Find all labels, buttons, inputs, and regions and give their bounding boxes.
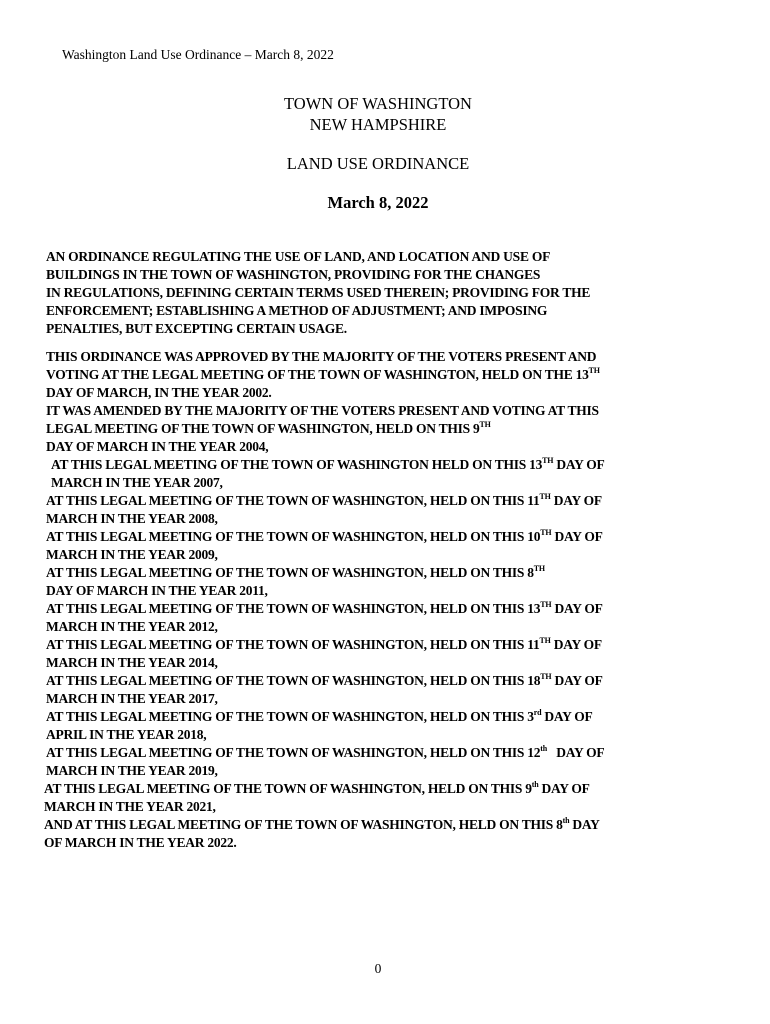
history-line: DAY OF MARCH IN THE YEAR 2004, xyxy=(46,439,269,454)
town-name: TOWN OF WASHINGTON xyxy=(284,94,472,113)
history-line xyxy=(44,816,746,834)
ordinance-body xyxy=(46,248,746,852)
ordinal-suffix: TH xyxy=(479,420,491,429)
page-number: 0 xyxy=(374,961,382,976)
history-line: IT WAS AMENDED BY THE MAJORITY OF THE VOTERS PRESENT AND VOTING AT THIS xyxy=(46,403,599,418)
preamble-line: PENALTIES, BUT EXCEPTING CERTAIN USAGE. xyxy=(46,321,347,336)
ordinal-suffix: th xyxy=(531,780,539,789)
history-text: AT THIS LEGAL MEETING OF THE TOWN OF WASHINGTON HELD ON THIS 13 xyxy=(51,457,543,472)
history-text: AT THIS LEGAL MEETING OF THE TOWN OF WASHINGTON, HELD ON THIS 11 xyxy=(46,493,540,508)
ordinal-suffix: TH xyxy=(540,600,552,609)
document-title: LAND USE ORDINANCE xyxy=(286,154,470,173)
preamble-line: AN ORDINANCE REGULATING THE USE OF LAND, AND LOCATION AND USE OF xyxy=(46,249,551,264)
ordinal-suffix: TH xyxy=(540,528,552,537)
ordinal-suffix: TH xyxy=(542,456,554,465)
history-line xyxy=(46,492,746,510)
history-text: DAY OF xyxy=(541,709,593,724)
history-text: AT THIS LEGAL MEETING OF THE TOWN OF WASHINGTON, HELD ON THIS 10 xyxy=(46,529,541,544)
history-line: DAY OF MARCH IN THE YEAR 2011, xyxy=(46,583,268,598)
preamble-line: ENFORCEMENT; ESTABLISHING A METHOD OF ADJUSTMENT; AND IMPOSING xyxy=(46,303,548,318)
history-line: MARCH IN THE YEAR 2012, xyxy=(46,619,218,634)
history-text: DAY OF xyxy=(551,673,603,688)
history-line: MARCH IN THE YEAR 2007, xyxy=(51,475,223,490)
history-text: AT THIS LEGAL MEETING OF THE TOWN OF WASHINGTON, HELD ON THIS 18 xyxy=(46,673,541,688)
ordinal-suffix: th xyxy=(540,744,547,753)
history-line: MARCH IN THE YEAR 2021, xyxy=(44,799,216,814)
history-line: MARCH IN THE YEAR 2014, xyxy=(46,655,218,670)
history-line xyxy=(46,528,746,546)
history-line: THIS ORDINANCE WAS APPROVED BY THE MAJORITY OF THE VOTERS PRESENT AND xyxy=(46,349,597,364)
history-text: AT THIS LEGAL MEETING OF THE TOWN OF WASHINGTON, HELD ON THIS 8 xyxy=(46,565,534,580)
ordinal-suffix: TH xyxy=(533,564,545,573)
ordinal-suffix: TH xyxy=(539,636,551,645)
ordinal-suffix: TH xyxy=(588,366,600,375)
history-line: MARCH IN THE YEAR 2009, xyxy=(46,547,218,562)
ordinal-suffix: TH xyxy=(540,672,552,681)
running-header: Washington Land Use Ordinance – March 8, 2022 xyxy=(62,47,334,62)
history-line xyxy=(46,600,746,618)
history-text: AT THIS LEGAL MEETING OF THE TOWN OF WASHINGTON, HELD ON THIS 12 xyxy=(46,745,541,760)
history-line: OF MARCH IN THE YEAR 2022. xyxy=(44,835,237,850)
history-line: MARCH IN THE YEAR 2017, xyxy=(46,691,218,706)
history-line xyxy=(46,366,746,384)
history-text: DAY xyxy=(569,817,600,832)
ordinal-suffix: rd xyxy=(533,708,542,717)
history-line: MARCH IN THE YEAR 2019, xyxy=(46,763,218,778)
history-text: DAY OF xyxy=(546,745,605,760)
history-line xyxy=(46,636,746,654)
preamble xyxy=(46,248,746,338)
history-line: APRIL IN THE YEAR 2018, xyxy=(46,727,207,742)
history-line xyxy=(46,672,746,690)
history-text: DAY OF xyxy=(550,637,602,652)
preamble-line: BUILDINGS IN THE TOWN OF WASHINGTON, PROVIDING FOR THE CHANGES xyxy=(46,267,541,282)
history-text: AT THIS LEGAL MEETING OF THE TOWN OF WASHINGTON, HELD ON THIS 11 xyxy=(46,637,540,652)
ordinal-suffix: TH xyxy=(539,492,551,501)
history-line xyxy=(46,420,746,438)
history-text: AT THIS LEGAL MEETING OF THE TOWN OF WASHINGTON, HELD ON THIS 3 xyxy=(46,709,534,724)
history-text: AND AT THIS LEGAL MEETING OF THE TOWN OF WASHINGTON, HELD ON THIS 8 xyxy=(44,817,563,832)
history-text: VOTING AT THE LEGAL MEETING OF THE TOWN OF WASHINGTON, HELD ON THE 13 xyxy=(46,367,589,382)
history-text: DAY OF xyxy=(550,493,602,508)
history-text: LEGAL MEETING OF THE TOWN OF WASHINGTON, HELD ON THIS 9 xyxy=(46,421,480,436)
ordinal-suffix: th xyxy=(562,816,570,825)
history-line xyxy=(44,780,746,798)
history-line xyxy=(46,456,746,474)
history-text: AT THIS LEGAL MEETING OF THE TOWN OF WASHINGTON, HELD ON THIS 13 xyxy=(46,601,541,616)
adoption-history xyxy=(46,348,746,852)
history-text: DAY OF xyxy=(551,529,603,544)
history-line xyxy=(46,564,746,582)
history-text: DAY OF xyxy=(551,601,603,616)
history-line xyxy=(46,744,746,762)
history-text: DAY OF xyxy=(553,457,605,472)
preamble-line: IN REGULATIONS, DEFINING CERTAIN TERMS USED THEREIN; PROVIDING FOR THE xyxy=(46,285,591,300)
history-line: MARCH IN THE YEAR 2008, xyxy=(46,511,218,526)
history-text: AT THIS LEGAL MEETING OF THE TOWN OF WASHINGTON, HELD ON THIS 9 xyxy=(44,781,532,796)
history-line xyxy=(46,708,746,726)
document-date: March 8, 2022 xyxy=(327,193,429,212)
state-name: NEW HAMPSHIRE xyxy=(309,115,447,134)
paragraph-gap xyxy=(46,338,746,348)
history-text: DAY OF xyxy=(538,781,590,796)
history-line: DAY OF MARCH, IN THE YEAR 2002. xyxy=(46,385,272,400)
